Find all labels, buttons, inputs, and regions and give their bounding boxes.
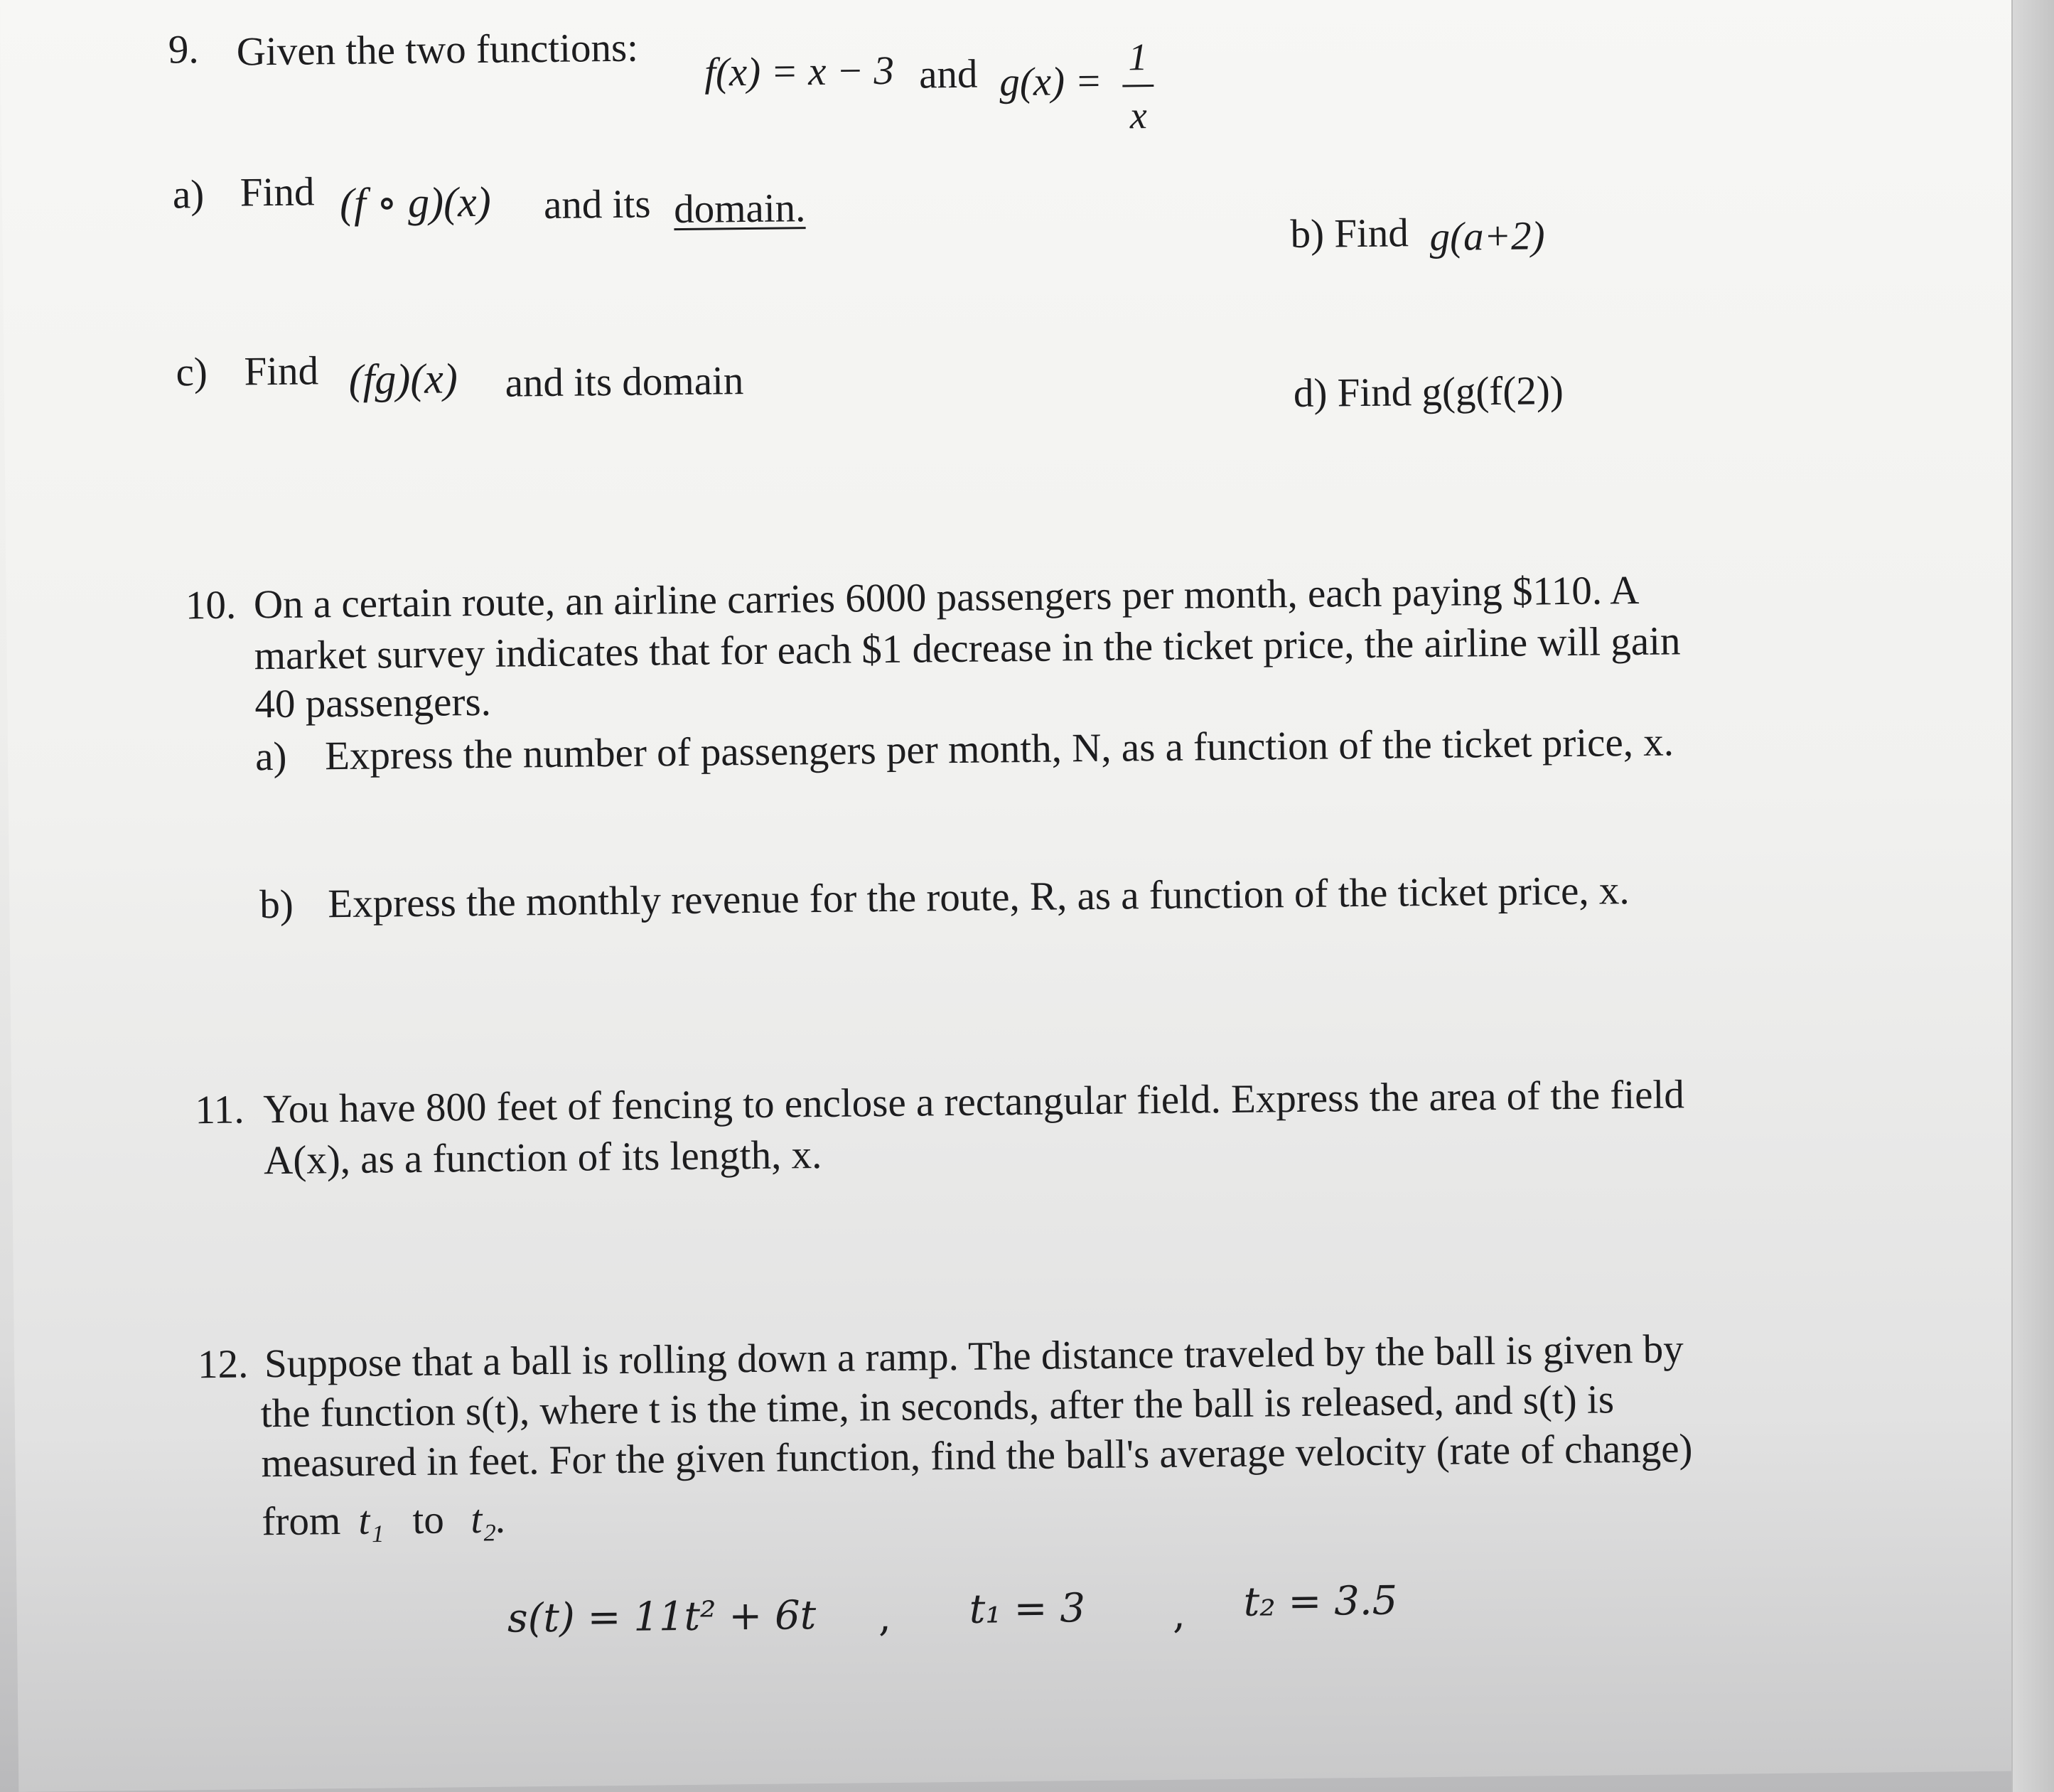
q12-t1-value: t₁ = 3 — [969, 1585, 1086, 1633]
q9-g-lhs: g(x) = — [999, 58, 1103, 105]
q9-g-denominator: x — [1129, 94, 1148, 137]
q12-line4-t2: t₂. — [471, 1496, 507, 1542]
q10-line2: market survey indicates that for each $1 decrease in the ticket price, the airline will gain — [254, 618, 1681, 679]
q10-line3: 40 passengers. — [254, 679, 492, 727]
q12-number: 12. — [197, 1341, 249, 1388]
q11-number: 11. — [195, 1087, 244, 1133]
q12-comma-2: , — [1172, 1591, 1186, 1638]
q10-number: 10. — [185, 582, 237, 628]
q10b-text: Express the monthly revenue for the route, R, as a function of the ticket price, x. — [328, 868, 1630, 927]
q12-s-function: s(t) = 11t² + 6t — [507, 1592, 817, 1642]
q9b-label: b) Find — [1290, 210, 1409, 257]
page-edge-background — [2011, 0, 2054, 1792]
q9-g-fraction-bar — [1122, 85, 1154, 87]
q9a-expression: (f ∘ g)(x) — [339, 178, 491, 227]
q9a-domain: domain. — [673, 186, 806, 232]
q10a-label: a) — [254, 734, 287, 780]
q9c-label: c) — [176, 349, 208, 395]
q9b-expression: g(a+2) — [1429, 213, 1545, 259]
q12-t2-value: t₂ = 3.5 — [1243, 1577, 1398, 1626]
q9a-find: Find — [240, 169, 315, 215]
q9-g-numerator: 1 — [1128, 36, 1148, 79]
q12-line1: Suppose that a ball is rolling down a ramp. The distance traveled by the ball is given by — [264, 1326, 1684, 1387]
q9a-and-its: and its — [543, 181, 651, 228]
q10b-label: b) — [259, 881, 294, 928]
q9c-and-its-domain: and its domain — [505, 358, 744, 406]
q9c-find: Find — [244, 348, 319, 395]
q9-and: and — [918, 51, 978, 97]
q9d-text: d) Find g(g(f(2)) — [1293, 367, 1564, 416]
q11-line2: A(x), as a function of its length, x. — [263, 1132, 822, 1184]
q12-line4-t1: t₁ — [358, 1498, 385, 1543]
q10-line1: On a certain route, an airline carries 6000 passengers per month, each paying $110. A — [253, 567, 1640, 628]
q12-line3: measured in feet. For the given function, find the ball's average velocity (rate of change) — [261, 1426, 1693, 1486]
q9c-expression: (fg)(x) — [348, 355, 458, 403]
q12-comma-1: , — [878, 1594, 892, 1641]
q12-line4-to: to — [412, 1497, 445, 1543]
q9-intro: Given the two functions: — [236, 25, 639, 75]
q9-f-definition: f(x) = x − 3 — [704, 48, 895, 95]
q10a-text: Express the number of passengers per month, N, as a function of the ticket price, x. — [324, 719, 1674, 779]
q11-line1: You have 800 feet of fencing to enclose a rectangular field. Express the area of the field — [263, 1072, 1685, 1132]
q12-line2: the function s(t), where t is the time, in seconds, after the ball is released, and s(t) is — [260, 1377, 1615, 1437]
q9a-label: a) — [172, 172, 205, 218]
q12-line4-from: from — [262, 1498, 341, 1545]
q9-number: 9. — [168, 27, 199, 73]
